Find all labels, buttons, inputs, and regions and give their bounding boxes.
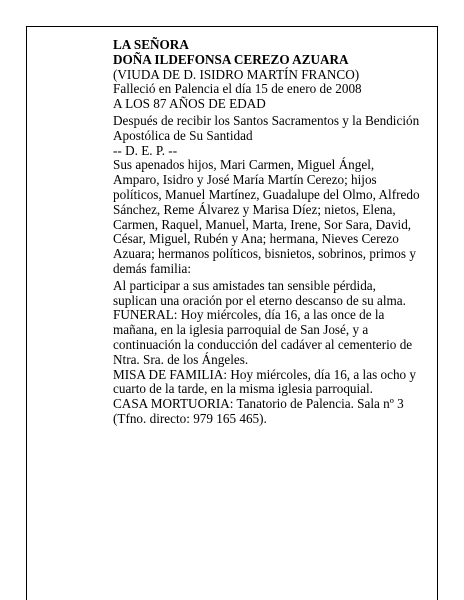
mortuary-paragraph: CASA MORTUORIA: Tanatorio de Palencia. Sala nº 3 (Tfno. directo: 979 165 465). (113, 396, 404, 426)
deceased-name: DOÑA ILDEFONSA CEREZO AZUARA (113, 51, 349, 67)
family-mass-paragraph: MISA DE FAMILIA: Hoy miércoles, día 16, a las ocho y cuarto de la tarde, en la misma iglesia parroquial. (113, 366, 417, 397)
death-line: Falleció en Palencia el día 15 de enero de 2008 (113, 81, 362, 97)
obituary-notice (113, 38, 420, 427)
funeral-paragraph: FUNERAL: Hoy miércoles, día 16, a las once de la mañana, en la iglesia parroquial de San José, y a continuación la conducción del cadáver al cementerio de Ntra. Sra. de los Ángeles. (113, 307, 413, 367)
sacraments-paragraph: Después de recibir los Santos Sacramentos y la Bendición Apostólica de Su Santidad (113, 112, 420, 143)
title-line-1: LA SEÑORA (113, 37, 189, 52)
family-paragraph: Sus apenados hijos, Mari Carmen, Miguel Ángel, Amparo, Isidro y José María Martín Cerezo; hijos políticos, Manuel Martínez, Guadalupe del Olmo, Alfredo Sánchez, Reme Álvarez y Marisa Díez; nietos, Elena, Carmen, Raquel, Manuel, Marta, Irene, Sor Sara, David, César, Miguel, Rubén y Ana; hermana, Nieves Cerezo Azuara; hermanos políticos, bisnietos, sobrinos, primos y demás familia: (113, 157, 420, 276)
dep-line: -- D. E. P. -- (113, 142, 178, 158)
request-paragraph: Al participar a sus amistades tan sensible pérdida, suplican una oración por el eterno descanso de su alma. (113, 277, 406, 308)
widow-line: (VIUDA DE D. ISIDRO MARTÍN FRANCO) (113, 66, 360, 82)
age-line: A LOS 87 AÑOS DE EDAD (113, 96, 266, 112)
